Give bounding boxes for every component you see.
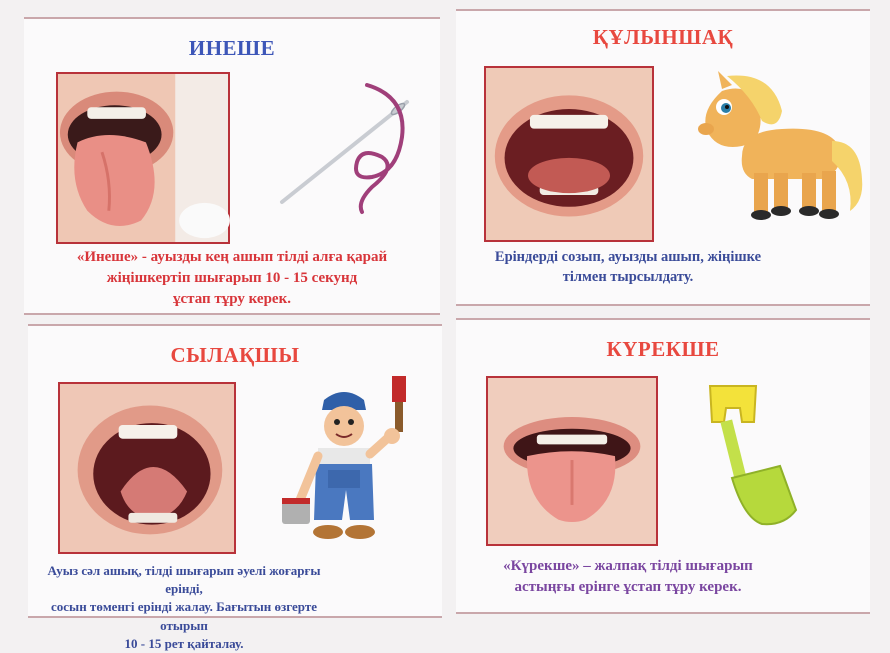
open-mouth-photo: [484, 66, 654, 242]
card-title: КҮРЕКШЕ: [606, 337, 720, 361]
caption-line: сосын төменгі ерінді жалау. Бағытын өзгерте отырып: [51, 599, 317, 633]
caption-line: жіңішкертіп шығарып 10 - 15 секунд: [106, 270, 358, 286]
card-caption: [36, 562, 332, 653]
caption-line: тілмен тырсылдату.: [562, 269, 694, 286]
card-title: ИНЕШЕ: [188, 36, 276, 60]
caption-line: ұстап тұру керек.: [173, 291, 291, 307]
card-caption: [456, 556, 800, 598]
caption-line: «Инеше» - ауызды кең ашып тілді алға қарай: [76, 249, 388, 265]
caption-line: Еріндерді созып, ауызды ашып, жіңішке: [494, 249, 762, 265]
needle-thread-icon: [272, 77, 422, 217]
shovel-icon: [692, 378, 812, 528]
card-ineshe: [24, 17, 440, 315]
caption-line: Ауыз сәл ашық, тілді шығарып әуелі жоғарғы ерінді,: [47, 563, 321, 597]
pony-icon: [682, 61, 868, 231]
caption-line: «Күрекше» – жалпақ тілді шығарып: [503, 558, 753, 574]
card-title: СЫЛАҚШЫ: [170, 343, 300, 367]
card-caption: [34, 247, 430, 310]
flat-tongue-photo: [486, 376, 658, 546]
card-qulynshaq: [456, 9, 870, 306]
caption-line: астыңғы ерінге ұстап тұру керек.: [514, 579, 742, 595]
caption-line: 10 - 15 рет қайталау.: [124, 635, 244, 651]
painter-icon: [274, 370, 414, 560]
tongue-up-photo: [58, 382, 236, 554]
card-sylaqshy: [28, 324, 442, 651]
card-kurekshe: [456, 318, 870, 614]
card-title: ҚҰЛЫНШАҚ: [592, 25, 734, 49]
tongue-pointed-photo: [56, 72, 230, 244]
card-caption: [456, 247, 800, 288]
